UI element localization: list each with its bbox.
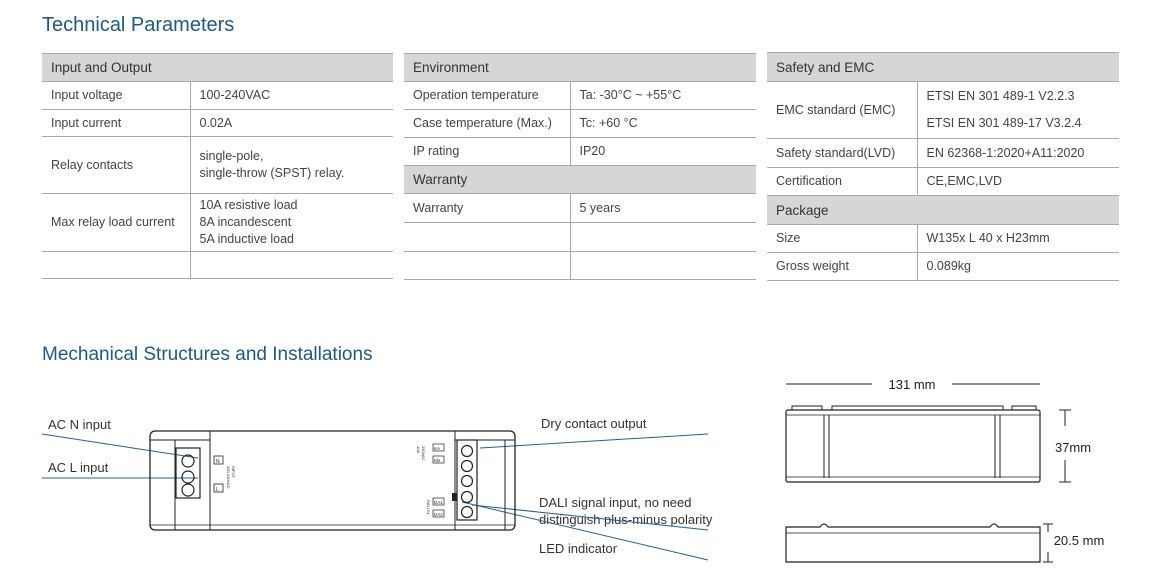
spec-value: 5 years — [570, 194, 756, 223]
spec-value-line: single-throw (SPST) relay. — [199, 166, 345, 180]
spec-key: IP rating — [404, 138, 570, 166]
terminal-n-label: N — [216, 459, 220, 465]
spec-key: Relay contacts — [42, 137, 190, 194]
terminal-ka-label: KA — [434, 446, 441, 451]
spec-value: W135x L 40 x H23mm — [917, 225, 1119, 253]
terminal-kb-label: KB — [434, 458, 441, 463]
empty-cell — [404, 252, 570, 280]
led-leader — [462, 502, 708, 560]
ac-l-callout: AC L input — [48, 460, 109, 475]
output-terminal — [457, 440, 477, 520]
mechanical-title: Mechanical Structures and Installations — [42, 344, 373, 365]
input-output-table — [42, 53, 393, 279]
spec-value — [190, 194, 393, 252]
spec-value — [190, 137, 393, 194]
led-indicator — [452, 493, 457, 501]
dry-contact-leader — [480, 434, 708, 448]
terminal-screw — [462, 507, 473, 518]
spec-value: CE,EMC,LVD — [917, 168, 1119, 196]
terminal-screw — [182, 471, 194, 483]
spec-key: EMC standard (EMC) — [767, 82, 917, 139]
input-spec-label: INPUT — [231, 466, 236, 478]
dali-callout-line2: distinguish plus-minus polarity — [539, 512, 713, 527]
spec-value: Tc: +60 °C — [570, 110, 756, 138]
package-header: Package — [767, 196, 1119, 225]
input-output-header: Input and Output — [42, 54, 393, 82]
side-view-outline — [786, 524, 1040, 562]
spec-value-line: ETSI EN 301 489-1 V2.2.3 — [926, 89, 1075, 103]
spec-value: Ta: -30°C ~ +55°C — [570, 82, 756, 110]
spec-key: Max relay load current — [42, 194, 190, 252]
spec-value-line: 8A incandescent — [199, 215, 292, 229]
environment-header: Environment — [404, 54, 756, 82]
spec-value: 0.089kg — [917, 253, 1119, 281]
spec-key: Size — [767, 225, 917, 253]
page-title: Technical Parameters — [42, 14, 235, 36]
terminal-da2-label: DA2 — [434, 512, 443, 517]
empty-cell — [570, 252, 756, 280]
spec-key: Certification — [767, 168, 917, 196]
led-callout: LED indicator — [539, 541, 618, 556]
input-spec-label: 100-240VAC — [226, 466, 231, 489]
width-dimension: 37mm — [1054, 440, 1092, 455]
terminal-screw — [462, 476, 473, 487]
spec-value: EN 62368-1:2020+A11:2020 — [917, 139, 1119, 168]
spec-value-line: ETSI EN 301 489-17 V3.2.4 — [926, 116, 1082, 130]
empty-cell — [570, 223, 756, 252]
warranty-header: Warranty — [404, 166, 756, 194]
environment-table — [404, 53, 756, 280]
safety-table — [767, 52, 1119, 281]
spec-key: Case temperature (Max.) — [404, 110, 570, 138]
empty-cell — [42, 252, 190, 279]
spec-value-line: 10A resistive load — [199, 198, 298, 212]
ac-n-callout: AC N input — [48, 417, 111, 432]
terminal-screw — [182, 484, 194, 496]
height-dimension: 20.5 mm — [1053, 533, 1105, 548]
dali-leader — [472, 505, 708, 530]
safety-header: Safety and EMC — [767, 53, 1119, 82]
spec-key: Input voltage — [42, 82, 190, 110]
device-housing — [150, 431, 515, 530]
spec-value-line: single-pole, — [199, 149, 264, 163]
spec-value-line: 5A inductive load — [199, 232, 295, 246]
spec-key: Input current — [42, 110, 190, 137]
spec-key: Gross weight — [767, 253, 917, 281]
terminal-l-label: L — [216, 487, 219, 493]
terminal-screw — [462, 492, 473, 503]
dali-spec-label: DALI IN — [426, 500, 431, 515]
terminal-screw — [462, 446, 473, 457]
spec-value: IP20 — [570, 138, 756, 166]
relay-spec-label: 250VAC — [421, 446, 426, 461]
spec-key: Warranty — [404, 194, 570, 223]
spec-value: 0.02A — [190, 110, 393, 137]
device-drawing — [0, 380, 760, 588]
relay-spec-label: 10A — [416, 446, 421, 454]
spec-value — [917, 82, 1119, 139]
dali-callout-line1: DALI signal input, no need — [539, 495, 692, 510]
dry-contact-callout: Dry contact output — [541, 416, 647, 431]
spec-key: Operation temperature — [404, 82, 570, 110]
spec-key: Safety standard(LVD) — [767, 139, 917, 168]
spec-value: 100-240VAC — [190, 82, 393, 110]
length-dimension: 131 mm — [888, 377, 936, 392]
terminal-da1-label: DA1 — [434, 500, 443, 505]
empty-cell — [404, 223, 570, 252]
empty-cell — [190, 252, 393, 279]
terminal-screw — [462, 461, 473, 472]
dimension-drawing — [770, 365, 1164, 588]
